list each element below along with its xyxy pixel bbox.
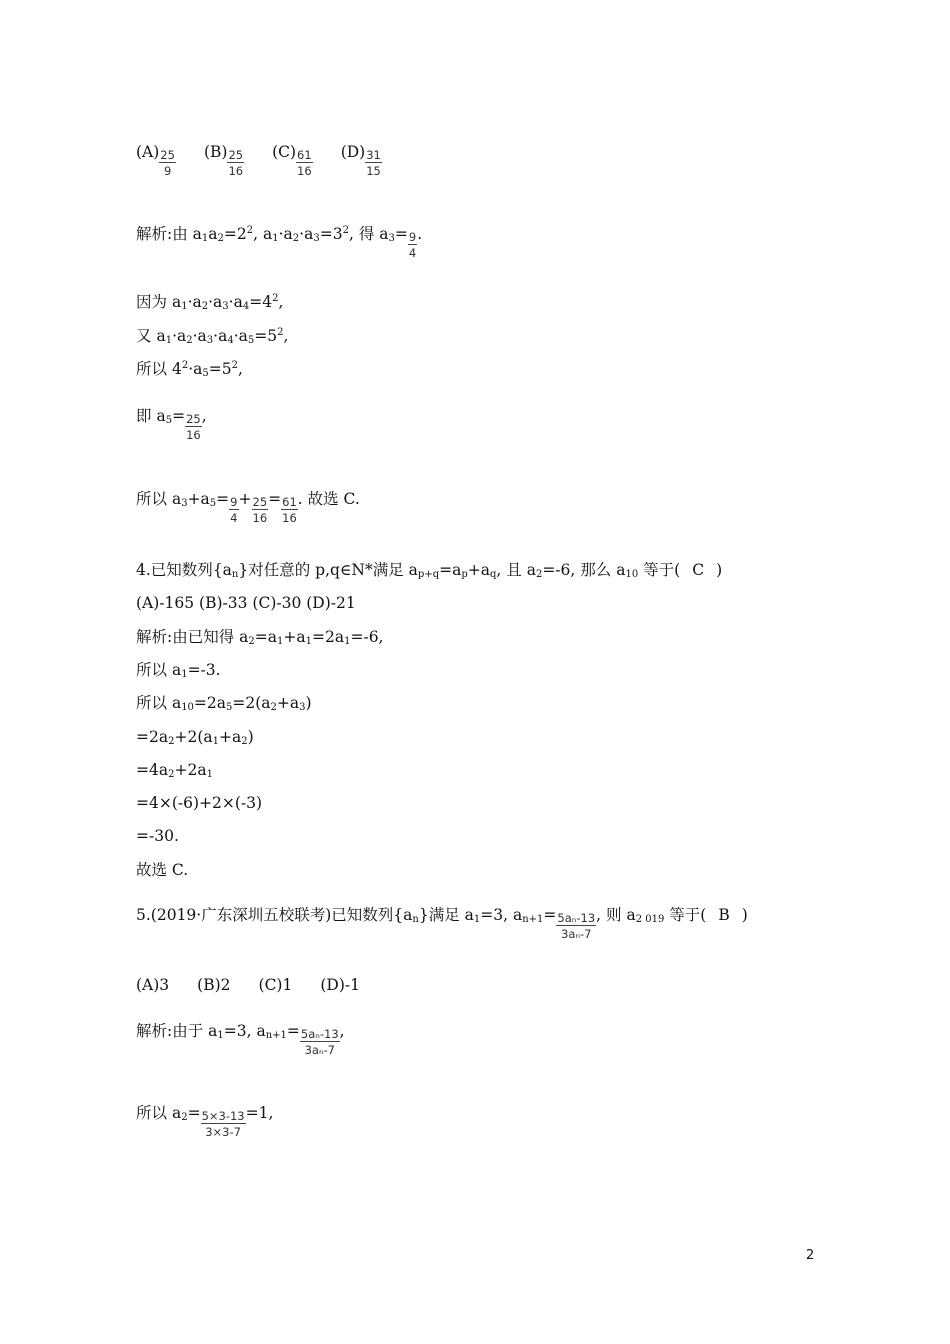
q4-solution-line-7: =-30. <box>136 827 179 845</box>
q3-solution-line-4: 所以 $4^2\cdot a_5=5^2$, <box>136 360 243 379</box>
q4-stem: 4.已知数列$\{a_n\}$对任意的 p,q∈N*满足 $a_{p+q}=a_p+a_q$, 且 $a_2=-6$, 那么 $a_{10}$ 等于( C ) <box>136 561 723 580</box>
q5-solution-line-1: 解析:由于 $a_1=3$, $a_{n+1}=$ $\frac{\text{5aₙ-13}}{\text{3aₙ-7}}$ , <box>136 1022 345 1057</box>
q5-option-b: (B)2 <box>197 976 231 994</box>
q3-solution-line-6: 所以 $a_3+a_5=$ $\frac{9}{4}$ + $\frac{25}{16}$ = $\frac{61}{16}$ . 故选 C. <box>136 490 360 525</box>
q5-stem: 5.(2019·广东深圳五校联考)已知数列$\{a_n\}$满足 $a_1=3$, $a_{n+1}=$ $\frac{\text{5aₙ-13}}{\text{3aₙ-7}}$ , 则 $a_{2 019}$ 等于( B ) <box>136 906 748 941</box>
q5-option-c: (C)1 <box>258 976 293 994</box>
page-number: 2 <box>806 1248 815 1263</box>
q5-options <box>136 975 388 995</box>
q5-solution-line-2: 所以 $a_2=$ $\frac{5\times 3-13}{3\times 3-7}$ =1, <box>136 1104 274 1139</box>
q3-solution-line-3: 又 $a_1\cdot a_2\cdot a_3\cdot a_4\cdot a_5=5^2$, <box>136 327 289 346</box>
q5-option-d: (D)-1 <box>320 976 360 994</box>
q5-option-a: (A)3 <box>136 976 170 994</box>
q4-solution-line-1: 解析:由已知得 $a_2=a_1+a_1=2a_1=-6$, <box>136 628 384 647</box>
q3-option-a: (A) $\frac{25}{9}$ <box>136 143 175 178</box>
q4-solution-line-5: $=4a_2+2a_1$ <box>136 761 213 780</box>
q3-solution-line-1: 解析:由 $a_1a_2=2^2$, $a_1\cdot a_2\cdot a_3=3^2$, 得 $a_3=$ $\frac{9}{4}$ . <box>136 225 423 260</box>
q4-solution-line-2: 所以 $a_1=-3$. <box>136 661 221 680</box>
q3-solution-line-5: 即 $a_5=$ $\frac{25}{16}$ , <box>136 407 207 442</box>
q3-option-c: (C) $\frac{61}{16}$ <box>272 143 312 178</box>
q4-solution-line-8: 故选 C. <box>136 861 189 879</box>
q3-options <box>136 142 410 178</box>
q4-solution-line-4: $=2a_2+2(a_1+a_2)$ <box>136 728 254 747</box>
q5-answer: B <box>718 906 730 924</box>
q3-solution-line-2: 因为 $a_1\cdot a_2\cdot a_3\cdot a_4=4^2$, <box>136 293 284 312</box>
q4-solution-line-3: 所以 $a_{10}=2a_5=2(a_2+a_3)$ <box>136 694 312 713</box>
q4-solution-line-6: =4×(-6)+2×(-3) <box>136 794 263 812</box>
q4-answer: C <box>692 561 705 579</box>
q4-options: (A)-165 (B)-33 (C)-30 (D)-21 <box>136 594 356 612</box>
q3-option-b: (B) $\frac{25}{16}$ <box>203 143 244 178</box>
q3-option-d: (D) $\frac{31}{15}$ <box>340 143 381 178</box>
